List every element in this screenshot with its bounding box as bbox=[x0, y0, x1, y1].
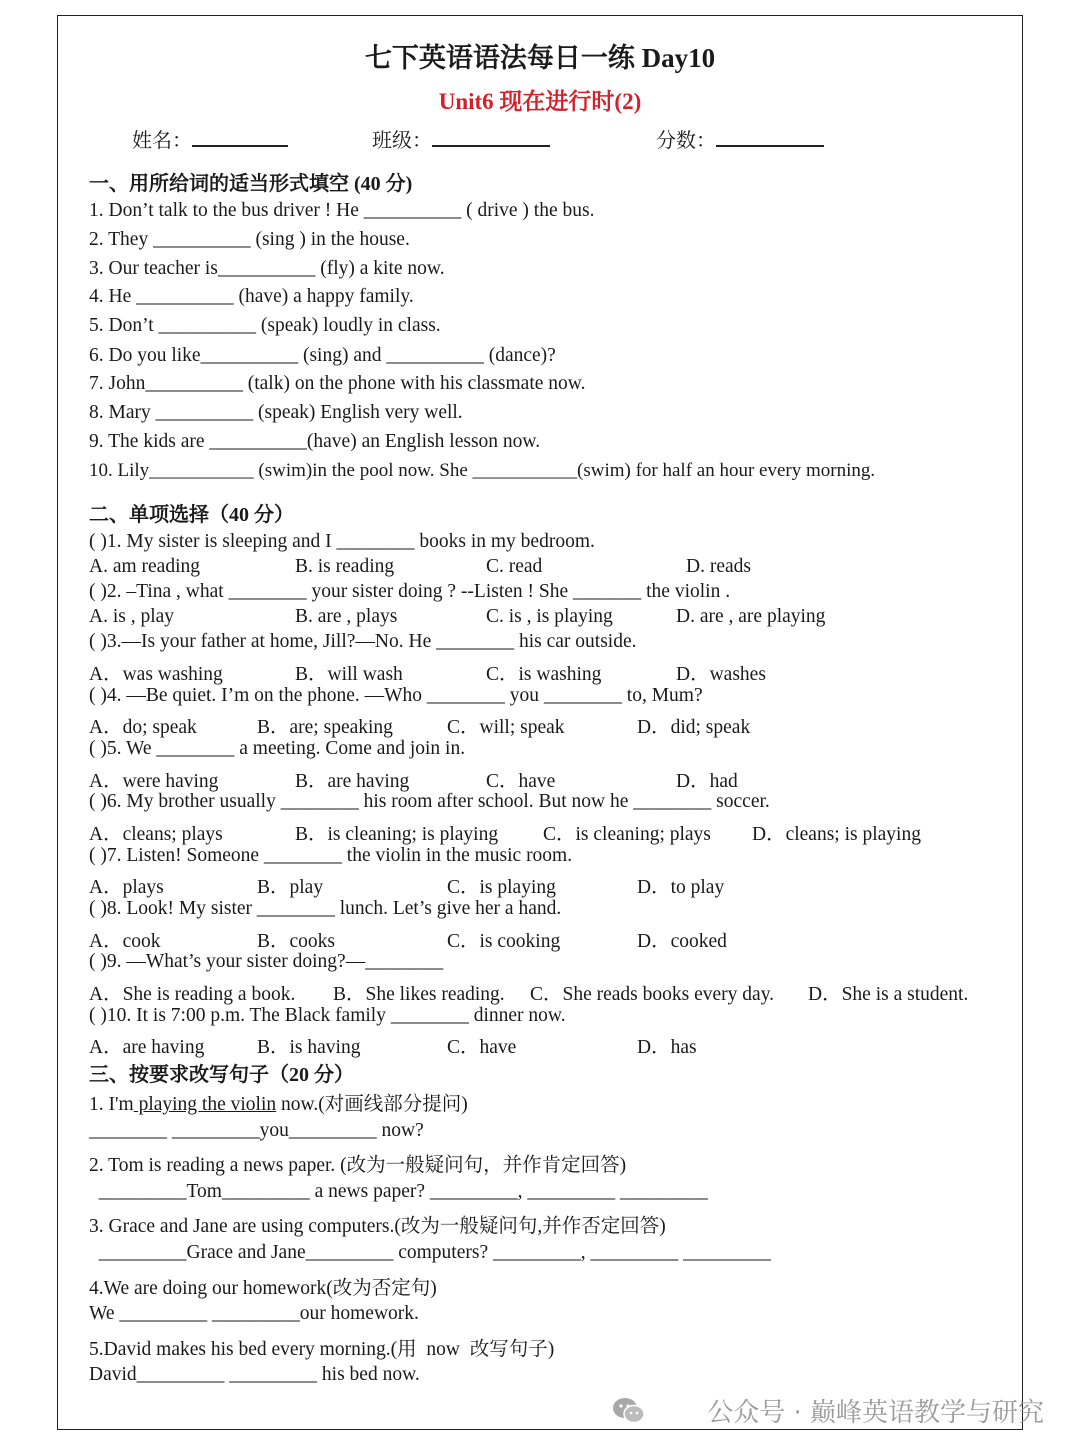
option-b[interactable]: B．are having bbox=[295, 771, 410, 792]
rewrite-question: 3. Grace and Jane are using computers.(改为一般疑问句,并作否定回答) bbox=[89, 1216, 666, 1237]
option-a[interactable]: A．do; speak bbox=[89, 717, 197, 738]
rewrite-q1-end: now.(对画线部分提问) bbox=[276, 1094, 468, 1115]
fill-item: 3. Our teacher is__________ (fly) a kite now. bbox=[89, 258, 445, 279]
underlined-phrase: playing the violin bbox=[133, 1094, 277, 1115]
option-a[interactable]: A．are having bbox=[89, 1037, 205, 1058]
option-a[interactable]: A．cook bbox=[89, 931, 161, 952]
option-b[interactable]: B．are; speaking bbox=[257, 717, 393, 738]
option-d[interactable]: D．to play bbox=[637, 877, 725, 898]
rewrite-question bbox=[89, 1088, 468, 1116]
score-label: 分数： bbox=[656, 130, 716, 152]
score-blank[interactable] bbox=[716, 125, 824, 147]
option-a[interactable]: A. am reading bbox=[89, 556, 201, 577]
score-field[interactable] bbox=[656, 124, 824, 153]
section2-heading: 二、单项选择（40 分） bbox=[89, 504, 294, 526]
option-b[interactable]: B. are , plays bbox=[295, 606, 398, 627]
option-c[interactable]: C．is washing bbox=[486, 664, 602, 685]
option-d[interactable]: D．She is a student. bbox=[808, 984, 969, 1005]
option-d[interactable]: D．did; speak bbox=[637, 717, 751, 738]
option-b[interactable]: B．is having bbox=[257, 1037, 361, 1058]
option-b[interactable]: B．is cleaning; is playing bbox=[295, 824, 499, 845]
choice-question: ( )6. My brother usually ________ his room after school. But now he ________ soccer. bbox=[89, 791, 770, 812]
choice-question: ( )7. Listen! Someone ________ the violin in the music room. bbox=[89, 845, 573, 866]
worksheet-subtitle: Unit6 现在进行时(2) bbox=[438, 89, 642, 114]
option-a[interactable]: A．plays bbox=[89, 877, 164, 898]
class-label: 班级： bbox=[372, 130, 432, 152]
fill-item: 9. The kids are __________(have) an English lesson now. bbox=[89, 431, 541, 452]
option-d[interactable]: D．washes bbox=[676, 664, 766, 685]
section1-heading: 一、用所给词的适当形式填空 (40 分) bbox=[89, 173, 413, 195]
name-blank[interactable] bbox=[192, 125, 288, 147]
option-c[interactable]: C．have bbox=[447, 1037, 517, 1058]
option-a[interactable]: A. is , play bbox=[89, 606, 175, 627]
rewrite-question: 2. Tom is reading a news paper. (改为一般疑问句，并作肯定回答) bbox=[89, 1155, 627, 1176]
option-d[interactable]: D．cleans; is playing bbox=[752, 824, 921, 845]
option-b[interactable]: B．cooks bbox=[257, 931, 336, 952]
class-blank[interactable] bbox=[432, 125, 550, 147]
name-label: 姓名： bbox=[132, 130, 192, 152]
class-field[interactable] bbox=[372, 124, 550, 153]
fill-item: 4. He __________ (have) a happy family. bbox=[89, 286, 414, 307]
answer-line: We _________ _________our homework. bbox=[89, 1303, 419, 1324]
fill-item: 10. Lily___________ (swim)in the pool now. She ___________(swim) for half an hour every morning. bbox=[89, 460, 876, 481]
wechat-icon bbox=[612, 1396, 646, 1426]
option-b[interactable]: B. is reading bbox=[295, 556, 395, 577]
option-c[interactable]: C．will; speak bbox=[447, 717, 565, 738]
option-c[interactable]: C. is , is playing bbox=[486, 606, 613, 627]
option-d[interactable]: D. reads bbox=[686, 556, 751, 577]
option-c[interactable]: C．is cooking bbox=[447, 931, 561, 952]
option-c[interactable]: C．is cleaning; plays bbox=[543, 824, 711, 845]
option-b[interactable]: B．play bbox=[257, 877, 324, 898]
section3-heading: 三、按要求改写句子（20 分） bbox=[89, 1064, 354, 1086]
watermark-text: 公众号 · 巅峰英语教学与研究 bbox=[707, 1398, 1044, 1428]
option-d[interactable]: D. are , are playing bbox=[676, 606, 826, 627]
choice-question: ( )1. My sister is sleeping and I ________ books in my bedroom. bbox=[89, 531, 595, 552]
option-a[interactable]: A．were having bbox=[89, 771, 219, 792]
fill-item: 2. They __________ (sing ) in the house. bbox=[89, 229, 410, 250]
option-a[interactable]: A．cleans; plays bbox=[89, 824, 223, 845]
answer-line: _________Grace and Jane_________ computers? _________, _________ _________ bbox=[89, 1242, 771, 1263]
answer-line: ________ _________you_________ now? bbox=[89, 1120, 424, 1141]
option-c[interactable]: C．She reads books every day. bbox=[530, 984, 775, 1005]
worksheet-title: 七下英语语法每日一练 Day10 bbox=[364, 43, 716, 73]
answer-line: David_________ _________ his bed now. bbox=[89, 1364, 420, 1385]
name-field[interactable] bbox=[132, 124, 288, 153]
option-b[interactable]: B．will wash bbox=[295, 664, 403, 685]
choice-question: ( )5. We ________ a meeting. Come and join in. bbox=[89, 738, 466, 759]
choice-question: ( )4. —Be quiet. I’m on the phone. —Who ________ you ________ to, Mum? bbox=[89, 685, 703, 706]
choice-question: ( )10. It is 7:00 p.m. The Black family ________ dinner now. bbox=[89, 1005, 566, 1026]
option-c[interactable]: C. read bbox=[486, 556, 543, 577]
option-d[interactable]: D．has bbox=[637, 1037, 697, 1058]
choice-question: ( )8. Look! My sister ________ lunch. Let’s give her a hand. bbox=[89, 898, 562, 919]
fill-item: 5. Don’t __________ (speak) loudly in class. bbox=[89, 315, 441, 336]
choice-question: ( )3.—Is your father at home, Jill?—No. He ________ his car outside. bbox=[89, 631, 637, 652]
option-c[interactable]: C．have bbox=[486, 771, 556, 792]
option-b[interactable]: B．She likes reading. bbox=[333, 984, 505, 1005]
option-d[interactable]: D．cooked bbox=[637, 931, 727, 952]
rewrite-question: 4.We are doing our homework(改为否定句) bbox=[89, 1278, 437, 1299]
option-a[interactable]: A．was washing bbox=[89, 664, 223, 685]
answer-line: _________Tom_________ a news paper? _________, _________ _________ bbox=[89, 1181, 708, 1202]
choice-question: ( )9. —What’s your sister doing?—________ bbox=[89, 951, 444, 972]
choice-question: ( )2. –Tina , what ________ your sister doing ? --Listen ! She _______ the violin . bbox=[89, 581, 731, 602]
fill-item: 8. Mary __________ (speak) English very well. bbox=[89, 402, 463, 423]
option-a[interactable]: A．She is reading a book. bbox=[89, 984, 296, 1005]
option-c[interactable]: C．is playing bbox=[447, 877, 556, 898]
rewrite-question: 5.David makes his bed every morning.(用 now 改写句子) bbox=[89, 1339, 555, 1360]
fill-item: 1. Don’t talk to the bus driver ! He __________ ( drive ) the bus. bbox=[89, 200, 595, 221]
rewrite-q1-start: 1. I'm bbox=[89, 1094, 134, 1115]
fill-item: 6. Do you like__________ (sing) and __________ (dance)? bbox=[89, 345, 556, 366]
option-d[interactable]: D．had bbox=[676, 771, 738, 792]
fill-item: 7. John__________ (talk) on the phone with his classmate now. bbox=[89, 373, 586, 394]
